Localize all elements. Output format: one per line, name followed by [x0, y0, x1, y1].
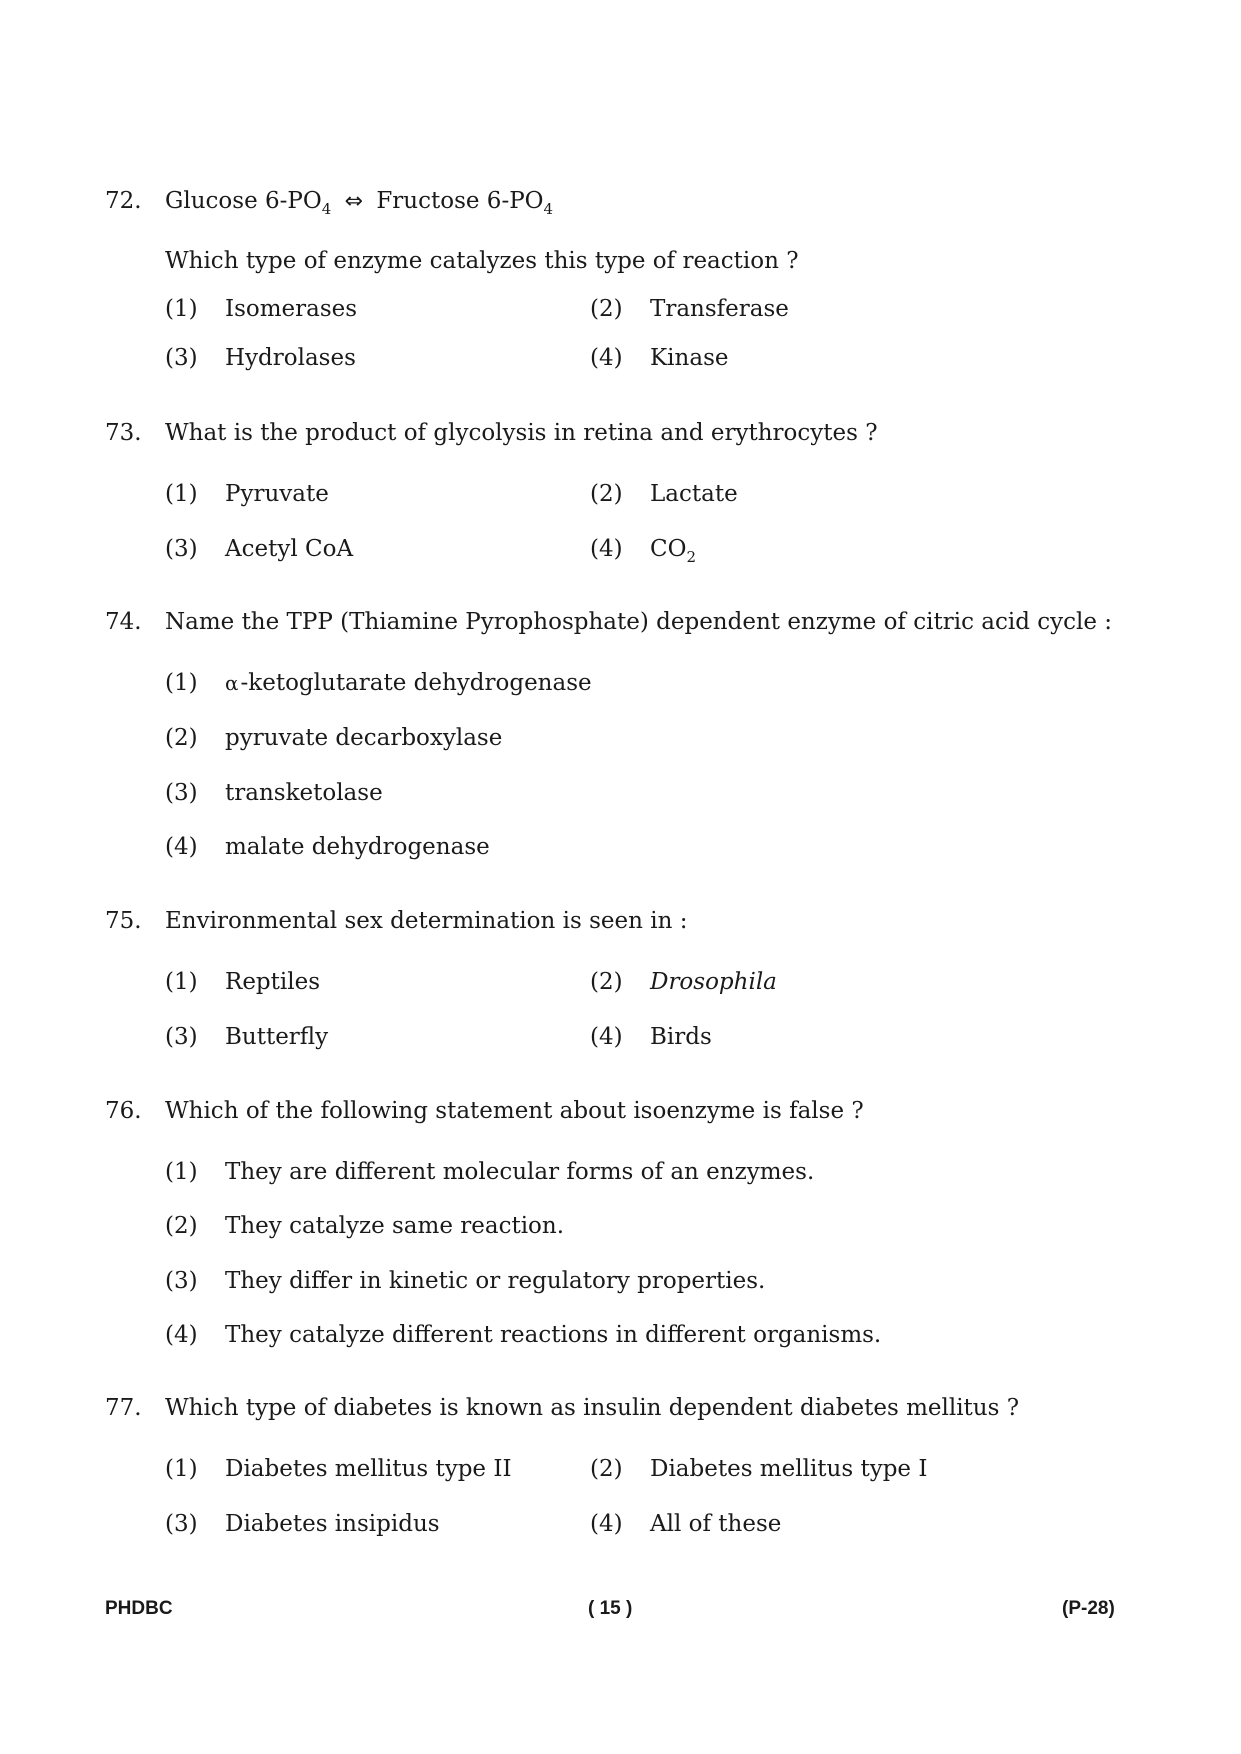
option-number: (1): [165, 296, 198, 322]
option-number: (3): [165, 1511, 198, 1537]
option-label: Drosophila: [650, 969, 777, 995]
alpha-symbol: α: [225, 671, 239, 695]
option-number: (1): [165, 1159, 198, 1185]
option-number: (4): [590, 1511, 623, 1537]
subscript: 2: [686, 548, 697, 566]
option-number: (2): [590, 969, 623, 995]
footer-code: PHDBC: [105, 1598, 173, 1619]
option-number: (4): [590, 536, 623, 562]
question-number: 74.: [105, 609, 142, 635]
question-text: Environmental sex determination is seen in :: [165, 908, 688, 934]
option-number: (3): [165, 1268, 198, 1294]
option-number: (4): [165, 834, 198, 860]
question-number: 73.: [105, 420, 142, 446]
page-number: ( 15 ): [588, 1598, 633, 1619]
option-label: They differ in kinetic or regulatory properties.: [225, 1268, 766, 1294]
question-number: 75.: [105, 908, 142, 934]
option-number: (2): [590, 1456, 623, 1482]
option-number: (4): [165, 1322, 198, 1348]
equilibrium-arrow-icon: ⇔: [344, 189, 364, 214]
option-label: [225, 668, 592, 698]
option-number: (1): [165, 670, 198, 696]
option-label: Reptiles: [225, 969, 321, 995]
option-number: (3): [165, 1024, 198, 1050]
option-label: Hydrolases: [225, 345, 356, 371]
question-number: 76.: [105, 1098, 142, 1124]
option-label: transketolase: [225, 780, 383, 806]
option-label: They catalyze different reactions in different organisms.: [225, 1322, 882, 1348]
option-number: (1): [165, 1456, 198, 1482]
option-label: Lactate: [650, 481, 738, 507]
option-label: Diabetes mellitus type I: [650, 1456, 928, 1482]
option-label: Diabetes mellitus type II: [225, 1456, 512, 1482]
option-number: (3): [165, 345, 198, 371]
option-label: Acetyl CoA: [225, 536, 354, 562]
option-number: (4): [590, 1024, 623, 1050]
subscript: 4: [543, 200, 554, 218]
option-number: (3): [165, 536, 198, 562]
question-text: Which type of diabetes is known as insulin dependent diabetes mellitus ?: [165, 1395, 1020, 1421]
question-number: 77.: [105, 1395, 142, 1421]
footer-paper-code: (P-28): [1062, 1598, 1115, 1619]
product: Fructose 6-PO: [376, 188, 544, 214]
option-label: All of these: [650, 1511, 782, 1537]
option-label: Transferase: [650, 296, 789, 322]
option-number: (2): [590, 296, 623, 322]
question-number: 72.: [105, 188, 142, 214]
option-label: [650, 534, 696, 566]
question-text: What is the product of glycolysis in retina and erythrocytes ?: [165, 420, 878, 446]
option-number: (2): [165, 1213, 198, 1239]
option-label: They are different molecular forms of an enzymes.: [225, 1159, 815, 1185]
option-number: (2): [590, 481, 623, 507]
option-label: Isomerases: [225, 296, 358, 322]
option-number: (2): [165, 725, 198, 751]
question-text: Name the TPP (Thiamine Pyrophosphate) dependent enzyme of citric acid cycle :: [165, 609, 1113, 635]
option-number: (3): [165, 780, 198, 806]
question-text: Which type of enzyme catalyzes this type of reaction ?: [165, 248, 799, 274]
option-label: Birds: [650, 1024, 712, 1050]
option-label: Kinase: [650, 345, 729, 371]
reactant: Glucose 6-PO: [165, 188, 322, 214]
reaction-equation: [165, 186, 553, 218]
formula: CO: [650, 536, 687, 562]
option-label: Diabetes insipidus: [225, 1511, 440, 1537]
question-text: Which of the following statement about isoenzyme is false ?: [165, 1098, 864, 1124]
option-label: pyruvate decarboxylase: [225, 725, 503, 751]
option-label: They catalyze same reaction.: [225, 1213, 565, 1239]
subscript: 4: [321, 200, 332, 218]
option-label: malate dehydrogenase: [225, 834, 490, 860]
option-number: (1): [165, 481, 198, 507]
option-label: Butterfly: [225, 1024, 329, 1050]
option-number: (1): [165, 969, 198, 995]
option-number: (4): [590, 345, 623, 371]
option-label: Pyruvate: [225, 481, 329, 507]
option-label-text: -ketoglutarate dehydrogenase: [240, 670, 592, 696]
